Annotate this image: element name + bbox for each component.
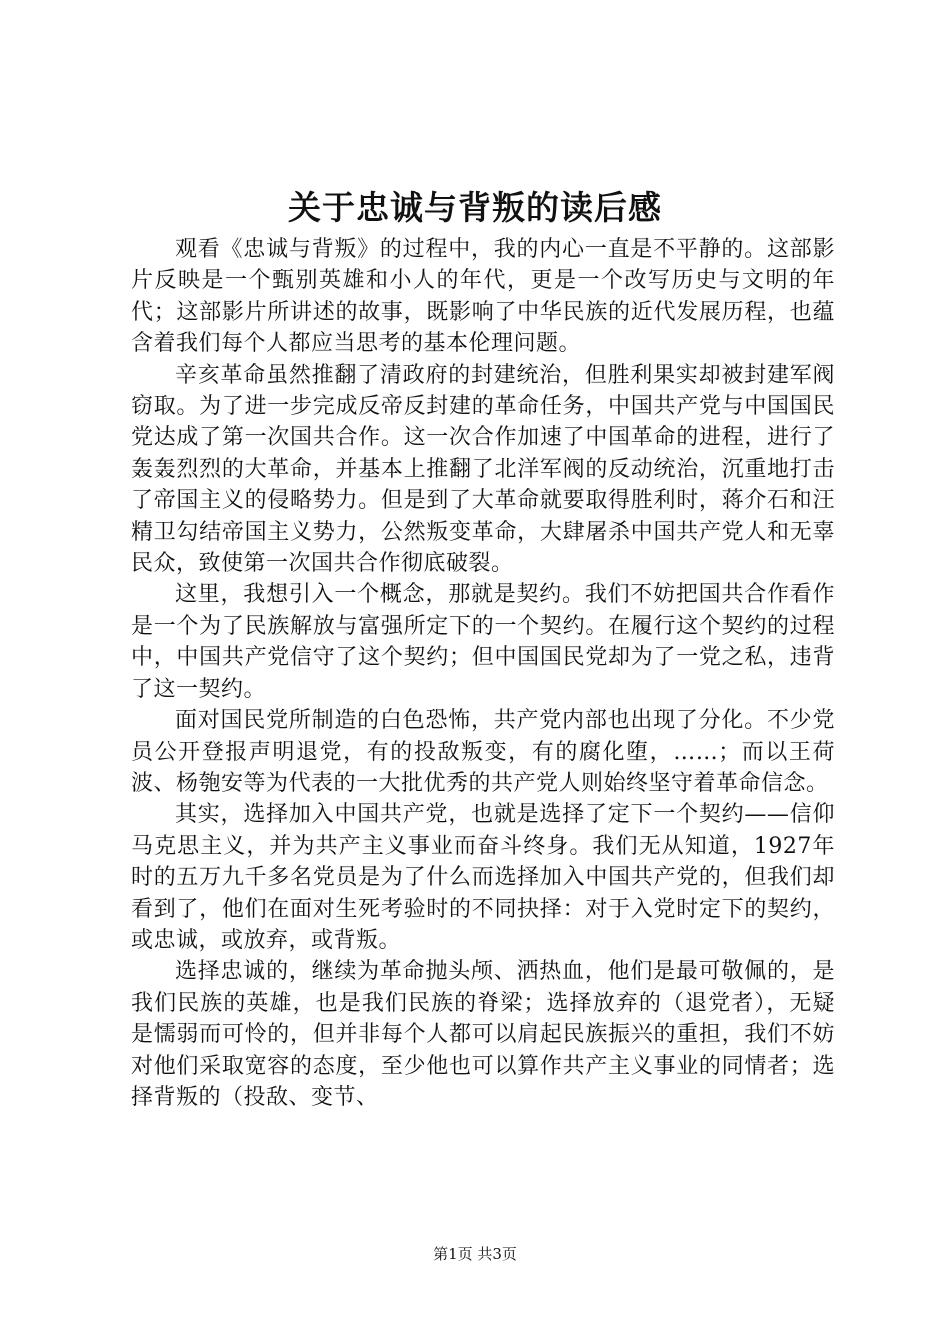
paragraph-5: 其实，选择加入中国共产党，也就是选择了定下一个契约——信仰马克思主义，并为共产主义事业而奋斗终身。我们无从知道，1927年时的五万九千多名党员是为了什么而选择加入中国共产党的，但我们却看到了，他们在面对生死考验时的不同抉择：对于入党时定下的契约，或忠诚，或放弃，或背叛。 — [131, 802, 835, 953]
paragraph-3: 这里，我想引入一个概念，那就是契约。我们不妨把国共合作看作是一个为了民族解放与富强所定下的一个契约。在履行这个契约的过程中，中国共产党信守了这个契约；但中国国民党却为了一党之私，违背了这一契约。 — [131, 582, 835, 702]
document-body — [131, 234, 835, 1113]
document-title: 关于忠诚与背叛的读后感 — [288, 188, 662, 227]
paragraph-4: 面对国民党所制造的白色恐怖，共产党内部也出现了分化。不少党员公开登报声明退党，有的投敌叛变，有的腐化堕，……；而以王荷波、杨匏安等为代表的一大批优秀的共产党人则始终坚守着革命信念。 — [131, 708, 835, 796]
paragraph-1: 观看《忠诚与背叛》的过程中，我的内心一直是不平静的。这部影片反映是一个甄别英雄和小人的年代，更是一个改写历史与文明的年代；这部影片所讲述的故事，既影响了中华民族的近代发展历程，也蕴含着我们每个人都应当思考的基本伦理问题。 — [131, 237, 835, 357]
paragraph-6: 选择忠诚的，继续为革命抛头颅、洒热血，他们是最可敬佩的，是我们民族的英雄，也是我们民族的脊梁；选择放弃的（退党者），无疑是懦弱而可怜的，但并非每个人都可以肩起民族振兴的重担，我们不妨对他们采取宽容的态度，至少他也可以算作共产主义事业的同情者；选择背叛的（投敌、变节、 — [131, 959, 835, 1110]
paragraph-2: 辛亥革命虽然推翻了清政府的封建统治，但胜利果实却被封建军阀窃取。为了进一步完成反帝反封建的革命任务，中国共产党与中国国民党达成了第一次国共合作。这一次合作加速了中国革命的进程，进行了轰轰烈烈的大革命，并基本上推翻了北洋军阀的反动统治，沉重地打击了帝国主义的侵略势力。但是到了大革命就要取得胜利时，蒋介石和汪精卫勾结帝国主义势力，公然叛变革命，大肆屠杀中国共产党人和无辜民众，致使第一次国共合作彻底破裂。 — [131, 362, 835, 577]
page-number-footer: 第1页 共3页 — [433, 1245, 517, 1263]
